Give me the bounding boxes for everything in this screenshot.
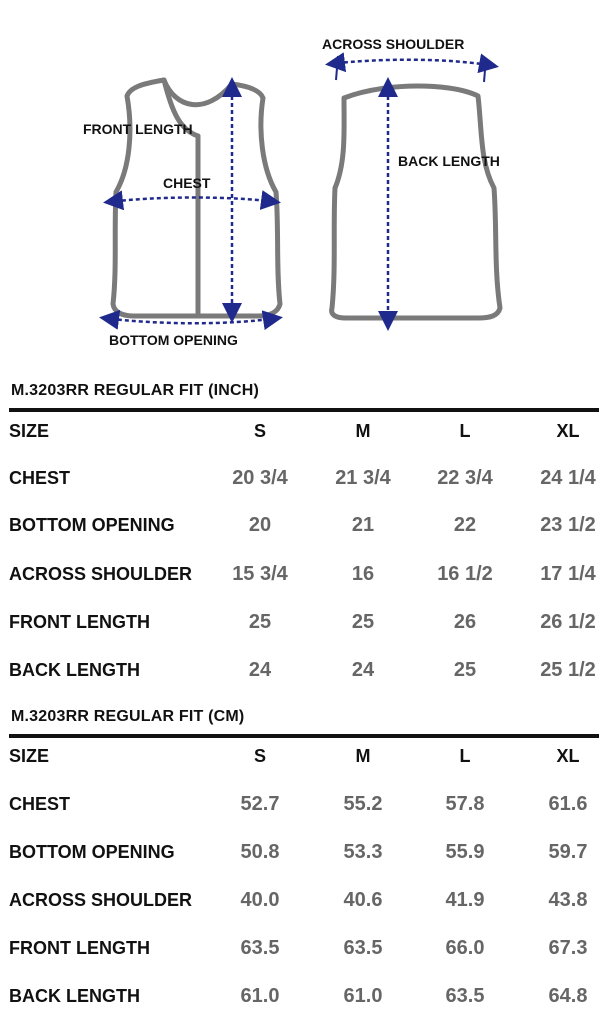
table-row-back-length bbox=[0, 655, 607, 685]
row-value-l: 55.9 bbox=[445, 841, 485, 863]
row-label: CHEST bbox=[9, 794, 71, 814]
across-shoulder-tick-right bbox=[484, 58, 486, 82]
size-xl-header: XL bbox=[556, 746, 580, 766]
row-value-l: 57.8 bbox=[445, 793, 485, 815]
size-header: SIZE bbox=[9, 746, 50, 766]
row-value-m: 24 bbox=[351, 659, 375, 681]
row-value-m: 63.5 bbox=[343, 937, 383, 959]
row-label: BOTTOM OPENING bbox=[9, 842, 175, 862]
front-vest-outline bbox=[113, 80, 280, 316]
row-value-s: 15 3/4 bbox=[232, 563, 288, 585]
table-row-front-length bbox=[0, 607, 607, 637]
row-value-l: 63.5 bbox=[445, 985, 485, 1007]
row-label: ACROSS SHOULDER bbox=[9, 564, 193, 584]
row-value-m: 21 bbox=[351, 514, 375, 536]
row-label: FRONT LENGTH bbox=[9, 938, 150, 958]
row-label: CHEST bbox=[9, 468, 71, 488]
measurement-arrows bbox=[104, 60, 494, 326]
row-value-l: 26 bbox=[453, 611, 477, 633]
row-value-l: 22 bbox=[453, 514, 477, 536]
row-value-xl: 23 1/2 bbox=[540, 514, 596, 536]
table-row-back-length bbox=[0, 981, 607, 1011]
back-vest-outline bbox=[332, 86, 500, 318]
row-value-m: 25 bbox=[351, 611, 375, 633]
row-value-xl: 43.8 bbox=[548, 889, 588, 911]
table-title: M.3203RR REGULAR FIT (INCH) bbox=[11, 382, 260, 399]
measurement-diagram bbox=[0, 0, 607, 360]
row-value-xl: 61.6 bbox=[548, 793, 588, 815]
row-value-xl: 24 1/4 bbox=[540, 467, 596, 489]
size-xl-header: XL bbox=[556, 421, 580, 441]
bottom-opening-label: BOTTOM OPENING bbox=[109, 332, 238, 348]
table-row-across-shoulder bbox=[0, 559, 607, 589]
table-header-row bbox=[0, 741, 607, 771]
row-label: BOTTOM OPENING bbox=[9, 515, 175, 535]
row-value-s: 25 bbox=[248, 611, 272, 633]
row-value-l: 16 1/2 bbox=[437, 563, 493, 585]
table-row-chest bbox=[0, 789, 607, 819]
row-label: BACK LENGTH bbox=[9, 986, 140, 1006]
across-shoulder-arrow bbox=[330, 60, 494, 66]
row-value-m: 55.2 bbox=[343, 793, 383, 815]
size-s-header: S bbox=[253, 746, 266, 766]
size-m-header: M bbox=[355, 746, 371, 766]
table-row-bottom-opening bbox=[0, 837, 607, 867]
table-divider bbox=[9, 408, 599, 412]
row-value-m: 21 3/4 bbox=[335, 467, 391, 489]
size-l-header: L bbox=[459, 421, 471, 441]
chest-label: CHEST bbox=[163, 175, 211, 191]
cm-size-table bbox=[0, 704, 607, 1024]
size-header: SIZE bbox=[9, 421, 50, 441]
table-row-across-shoulder bbox=[0, 885, 607, 915]
row-value-s: 63.5 bbox=[240, 937, 280, 959]
bottom-opening-arrow bbox=[104, 318, 278, 323]
row-value-m: 16 bbox=[351, 563, 375, 585]
row-label: BACK LENGTH bbox=[9, 660, 140, 680]
inch-size-table bbox=[0, 378, 607, 698]
table-title: M.3203RR REGULAR FIT (CM) bbox=[11, 708, 245, 725]
row-value-xl: 59.7 bbox=[548, 841, 588, 863]
row-value-xl: 26 1/2 bbox=[540, 611, 596, 633]
row-label: FRONT LENGTH bbox=[9, 612, 150, 632]
row-value-s: 40.0 bbox=[240, 889, 280, 911]
size-s-header: S bbox=[253, 421, 266, 441]
across-shoulder-label: ACROSS SHOULDER bbox=[322, 36, 465, 52]
row-value-xl: 17 1/4 bbox=[540, 563, 596, 585]
row-value-m: 53.3 bbox=[343, 841, 383, 863]
table-row-chest bbox=[0, 463, 607, 493]
table-row-front-length bbox=[0, 933, 607, 963]
row-label: ACROSS SHOULDER bbox=[9, 890, 193, 910]
row-value-s: 20 bbox=[248, 514, 272, 536]
row-value-xl: 25 1/2 bbox=[540, 659, 596, 681]
chest-arrow bbox=[108, 198, 276, 203]
row-value-xl: 67.3 bbox=[548, 937, 588, 959]
row-value-s: 61.0 bbox=[240, 985, 280, 1007]
table-header-row bbox=[0, 416, 607, 446]
row-value-s: 50.8 bbox=[240, 841, 280, 863]
back-length-label: BACK LENGTH bbox=[398, 153, 500, 169]
row-value-s: 24 bbox=[248, 659, 272, 681]
row-value-l: 25 bbox=[453, 659, 477, 681]
row-value-xl: 64.8 bbox=[548, 985, 588, 1007]
size-m-header: M bbox=[355, 421, 371, 441]
row-value-m: 40.6 bbox=[343, 889, 383, 911]
row-value-l: 41.9 bbox=[445, 889, 485, 911]
row-value-s: 52.7 bbox=[240, 793, 280, 815]
row-value-l: 22 3/4 bbox=[437, 467, 493, 489]
table-divider bbox=[9, 734, 599, 738]
across-shoulder-tick-left bbox=[336, 56, 338, 80]
size-l-header: L bbox=[459, 746, 471, 766]
table-row-bottom-opening bbox=[0, 510, 607, 540]
row-value-s: 20 3/4 bbox=[232, 467, 288, 489]
front-length-label: FRONT LENGTH bbox=[83, 121, 193, 137]
row-value-m: 61.0 bbox=[343, 985, 383, 1007]
row-value-l: 66.0 bbox=[445, 937, 485, 959]
